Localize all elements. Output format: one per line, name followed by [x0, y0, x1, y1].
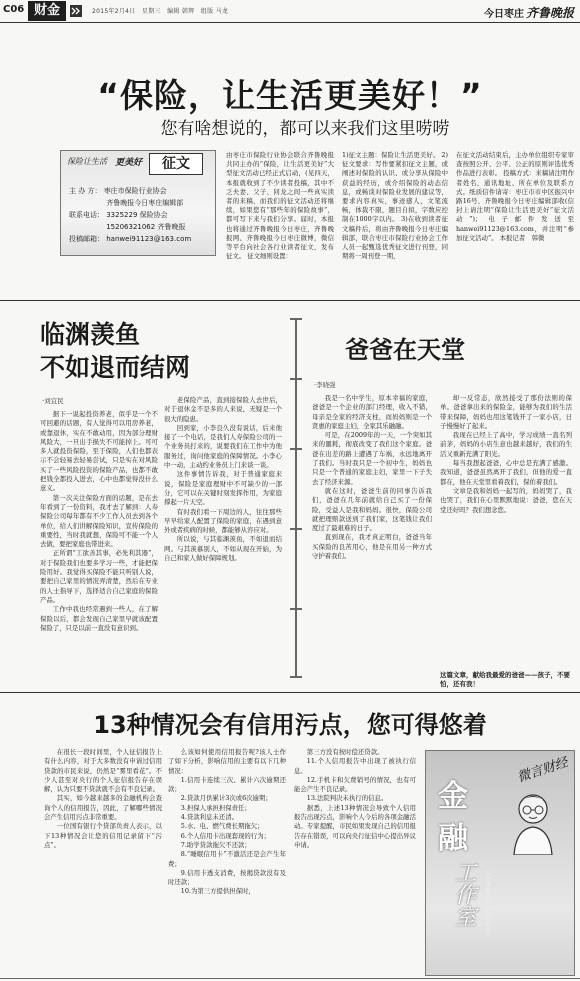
paragraph: 8.“睡眠信用卡”不激活还是会产生年费； [168, 850, 286, 868]
paragraph: 其实，如今越来越多的金融机构会查询个人的信用报告，因此，了解哪些情况会产生信用污点非常重要。 [44, 794, 162, 822]
contest-tag-2: 更美好 [115, 158, 143, 168]
ornament-tick [290, 448, 302, 450]
ornament-bar [295, 318, 297, 678]
paragraph: 有时我们看一下周边的人，往往那些早早给家人配置了保险的家庭，在遇到意外或者疾病的时候，都能够从容应对。 [164, 507, 282, 535]
paragraph: 7.助学贷款拖欠不还款； [180, 840, 251, 849]
article2-signoff: 这篇文章，献给我最爱的爸爸——孩子，不要怕，还有我！ [440, 671, 570, 688]
article3-column-3 [294, 748, 416, 974]
finance-studio-box [425, 750, 575, 976]
article2-column-2 [440, 394, 572, 666]
paragraph: 10.为第三方提供担保时， [180, 887, 255, 896]
finance-studio-label: 工作室 [451, 861, 476, 927]
paragraph: 回到家，小李良久没有说话，后来他接了一个电话，是我们人寿保险公司的一个业务员打来的，说要我们在工作中为他服务过，询问他家庭的保障情况。小李心中一动，主动约业务员上门来谈一谈。 [164, 423, 282, 470]
paragraph: 4.贷款利息未还清。 [180, 813, 239, 822]
paragraph: 12.手机卡和欠费销号的情况，也有可能会产生不良记录。 [294, 775, 416, 794]
paper-edition: 今日枣庄 [483, 9, 524, 20]
paragraph: 我是一名中学生，原本幸福的家庭，爸爸是一个企业的部门经理，收入不错，母亲是全家的经济支柱，而妈妈则是一个贤惠的家庭主妇，全家其乐融融。 [312, 394, 432, 430]
finance-caption: 微言财经 [515, 755, 570, 786]
paragraph: 直到现在，我才真正明白，爸爸当年买保险的良苦用心，他是在用另一种方式守护着我们。 [312, 533, 432, 561]
issue-meta: 2015年2月4日 星期三 编辑 韩辉 组版 马龙 [92, 8, 229, 15]
page-header [0, 0, 580, 23]
contest-line: 投稿邮箱： hanwei91123@163.com [69, 235, 192, 243]
paragraph: 工作中我也经常遇到一些人，在了解保险以后，都会发现自己家里早就该配置保险了，只是以前一直没有意识到。 [40, 605, 158, 632]
headline-line: 不如退而结网 [40, 353, 191, 382]
paragraph: 3.担保人承担担保责任； [180, 803, 251, 812]
paragraph: 第一次关注保险方面的话题，是在去年看到了一份资料，我才去了解到：人寿保险公司每年都有不少工作人员去到各个单位，给人们讲解保险知识，宣传保险的重要性，当时我就想，保险可不能一个人去做，要把家庭也带进来。 [40, 493, 158, 549]
paragraph: 5.水、电、燃气费长期拖欠； [180, 822, 264, 831]
paragraph: 在很长一段时间里，个人征信报告上有什么内容，对于大多数没有申请过信用贷款的市民来说，仍然是“雾里看花”。不少人甚至对央行的个人征信报告存在误解，认为只要不贷款就不会有不良记录。 [44, 748, 162, 794]
paragraph: 这件事情告诉我，对于普通家庭来说，保险是家庭理财中不可缺少的一部分，它可以在关键时刻发挥作用，为家庭撑起一片天空。 [164, 470, 282, 507]
paragraph: 1.信用卡连续三次、累计六次逾期还款； [168, 775, 286, 794]
paragraph: 6.个人信用卡出现套现的行为； [180, 831, 270, 840]
paragraph: 我现在已经上了高中，学习成绩一直名列前茅，妈妈的小店生意也越来越好，我们的生活又重新充满了阳光。 [440, 431, 572, 458]
essay-contest-box [60, 150, 216, 256]
paper-logo: 齐鲁晚报 [525, 6, 574, 20]
contest-line: 15206321062 齐鲁晚报 [69, 223, 186, 231]
ornament-tick [290, 676, 302, 678]
paragraph: 第三方没有按时偿还贷款。 [306, 748, 384, 756]
intro-column: 在征文活动结束后，主办单位组织专家审查按照公开、公平、公正的原则评选优秀作品进行表彰。 投稿方式：来稿请注明作者姓名，通讯地址、所在单位及联系方式。纸质信件请寄：枣庄市市中区振兴中路16号，齐鲁晚报今日枣庄编辑部收(信封上请注明“保险让生活更美好”征文活动”)；电子邮件发送至hanwei91123@163.com，并注明“参加征文活动”。 本报记者 韩微 [456, 151, 574, 242]
article2-column-1 [312, 394, 432, 680]
article1-headline [40, 318, 190, 384]
finance-char: 融 [438, 821, 468, 856]
article3-headline: 13种情况会有信用污点，您可得悠着 [93, 711, 487, 739]
ornament-tick [290, 318, 302, 320]
paragraph: 9.信用卡透支消费，按揭贷款没有及时还款； [168, 868, 286, 887]
contest-line: 联系电话： 3325229 保险协会 [69, 211, 168, 219]
article3-column-1 [44, 748, 162, 974]
paragraph: 11.个人信用报告中出现了被执行信息。 [294, 757, 416, 775]
contest-line: 主 办 方： 枣庄市保险行业协会 [69, 187, 167, 195]
column-ornament [290, 318, 302, 678]
section-label: 财金 [28, 1, 66, 21]
sub-title: 您有啥想说的，都可以来我们这里唠唠 [160, 119, 450, 139]
paragraph: 2.贷款月供累计3次或6次逾期； [180, 794, 272, 803]
paragraph: 正所谓“工欲善其事，必先利其器”，对于保险我们也要多学习一些，才能把保险用好。我觉得买保险不能只听别人说，要把自己家里的情况弄清楚，然后在专业的人士指导下，选择适合自己家庭的保险产品。 [40, 549, 158, 604]
paragraph: 13.法院判决未执行的信息。 [306, 794, 388, 803]
finance-char: 金 [438, 779, 468, 814]
contest-tag: 保险让生活 [67, 157, 107, 166]
ornament-tick [290, 528, 302, 530]
main-title: “保险，让生活更美好！” [97, 76, 483, 115]
paragraph: 据悉，上述13种情况会导致个人信用报告出现污点，影响个人今后的各项金融活动。专家提醒，市民如果发现自己的信用报告存在错误，可以向央行征信中心提出异议申请。 [294, 803, 416, 849]
ornament-tick [290, 608, 302, 610]
finance-english-label: JINRONG STUDIO [484, 871, 491, 936]
paragraph: 据下一说起投资养老，似乎是一个不可回避的话题，有人觉得可以用房养老，或靠退休，实在不敢动用，因为部分理财风险大，一旦出手损失不可能掉上。可可多人就投资保险，至于保险，人们也都表示不会轻易去轻易尝试，只是实在对风险买了一些风险投资的保险产品，也都不敢把钱全都投入进去，心中也都觉得没什么意义。 [40, 410, 158, 493]
article1-column-1 [40, 410, 158, 680]
article2-headline: 爸爸在天堂 [345, 336, 465, 364]
double-arrow-icon [70, 5, 82, 17]
ornament-tick [290, 378, 302, 380]
paragraph: 就在这时，爸爸生前的同事告诉我们，爸爸在几年前就给自己买了一份保险，受益人是我和妈妈。很快，保险公司就把理赔款送到了我们家，这笔钱让我们度过了最艰难的日子。 [312, 486, 432, 533]
article1-column-2 [164, 396, 282, 680]
contest-line: 齐鲁晚报今日枣庄编辑部 [69, 199, 184, 207]
headline-line: 临渊羡鱼 [40, 320, 141, 349]
paragraph: 却一反常态，欣然接受了那份法则的保单。爸爸拿出来的保险金，能够为我们的生活带来保障，妈妈也用这笔钱开了一家小店，日子慢慢好了起来。 [440, 394, 572, 430]
paragraph: 一位国有银行个贷部负责人表示，以下13种情况会让您的信用记录留下“污点”。 [44, 822, 162, 849]
paragraph: 么该如何使用信用报告呢?该人士作了如下分析，影响信用的主要有以下几种情况： [168, 748, 286, 775]
paragraph: 可是，在2009年的一天，一个突如其来的噩耗，彻底改变了我们这个家庭。爸爸在出差的路上遭遇了车祸，永远地离开了我们。当时我只是一个初中生，妈妈也只是一个普通的家庭主妇，家里一下子失去了经济来源。 [312, 431, 432, 486]
contest-info [69, 185, 191, 245]
article2-byline: ·李晓强 [314, 381, 336, 389]
paragraph: 所以说，与其临渊羡鱼，不如退而结网。与其羡慕别人，不如从现在开始，为自己和家人做好保障规划。 [164, 535, 282, 563]
intro-column: 1)征文主题：保险让生活更美好。 2)征文要求：写作要紧扣征文主题，或阐述对保险的认识、或分享从保险中获益的经历，或介绍保险的动态信息，或畅谈对保险业发展的建议等，要求内容真实，事迹感人，文笔流畅，体裁不限，题目自拟，字数应控制在1000字以内。 3)在收到读者征文稿件后，将由齐鲁晚报今日枣庄编辑部，联合枣庄市保险行业协会工作人员一起甄选优秀征文进行刊登，同期将一周刊登一期， [342, 151, 448, 261]
columnist-illustration-icon [502, 785, 564, 855]
paragraph: 每当我想起爸爸，心中总是充满了感激。我知道，爸爸虽然离开了我们，但他的爱一直都在，他在天堂里看着我们，保佑着我们。 [440, 459, 572, 486]
page-number: C06 [3, 4, 25, 15]
section-divider [0, 300, 580, 301]
contest-badge: 征文 [149, 153, 203, 175]
paper-name [484, 4, 574, 21]
article3-column-2 [168, 748, 286, 974]
paragraph: 文章是我和妈妈一起写的，妈妈哭了，我也哭了，我们在心里默默地说：爸爸，您在天堂还好吗？我们想念您。 [440, 486, 572, 514]
paragraph: 老保险产品，直到接保险人去世后，对于退休金不是多的人来说，无疑是一个很大的隐患。 [164, 396, 282, 423]
article1-byline: ·刘宜民 [42, 397, 64, 405]
page-bottom-rule [0, 978, 580, 979]
section-divider [0, 692, 580, 693]
intro-column: 由枣庄市保险行业协会联合齐鲁晚报共同主办的“保险，让生活更美好”大型征文活动已经正式启动，(见四天，本报就收到了不少读者投稿，其中不乏夫妻、父子、同龙之间一些真实读者的来稿，而我们的征文活动还将继续，如果您有“那些年的保险故事”，都可写下来与我们分享。届时，本报也将通过齐鲁晚报今日枣庄，齐鲁晚报网、齐鲁晚报今日枣庄微博，微信等平台向社会各行业读者征文，发布征文。 征文细则设置： [226, 151, 334, 261]
